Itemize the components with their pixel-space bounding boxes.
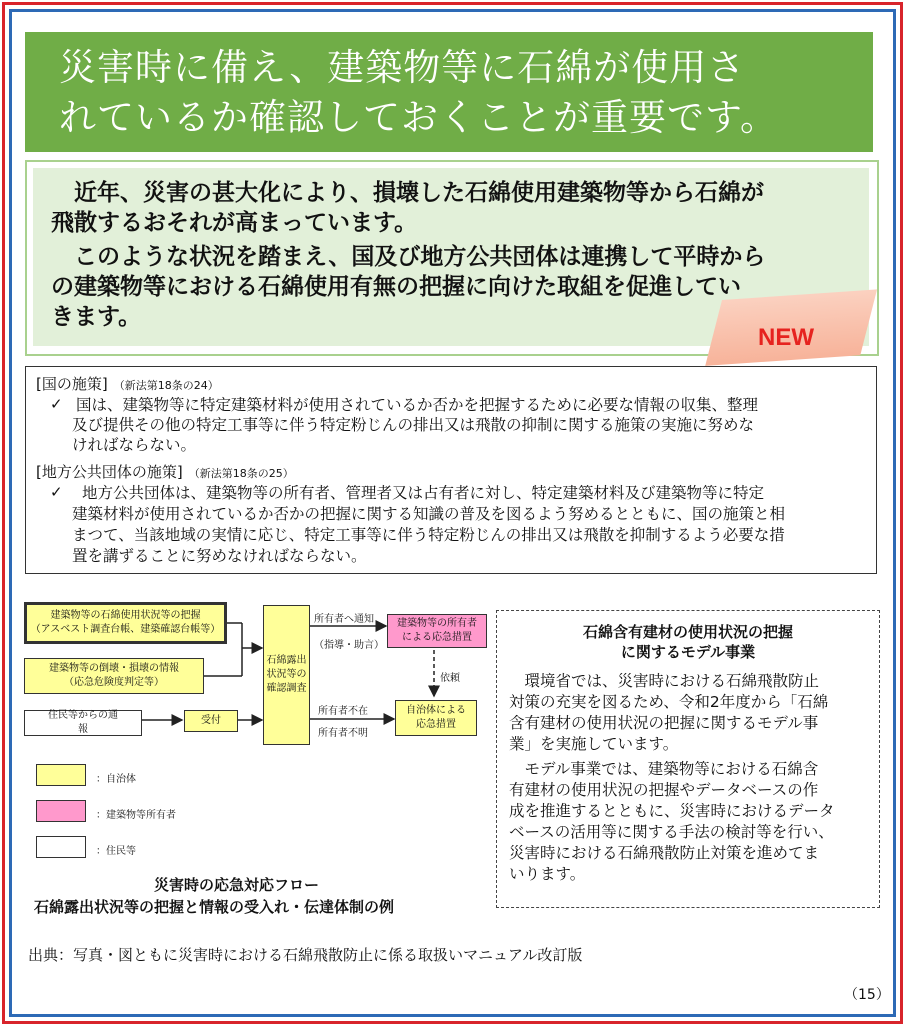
model-title-2: に関するモデル事業	[620, 643, 756, 661]
legend-label-resident: ：住民等	[96, 846, 136, 857]
flow-box-text: 確認調査	[266, 683, 307, 694]
flow-box-exposure-survey	[263, 605, 310, 745]
intro-line: きます。	[51, 304, 142, 330]
national-article-ref: （新法第18条の24）	[113, 379, 219, 392]
flow-box-owner-measures	[387, 614, 487, 648]
model-text-line: いります。	[509, 865, 586, 883]
local-text-line: まつて、当該地域の実情に応じ、特定工事等に伴う特定粉じんの排出又は飛散を抑制するよう必要な措	[72, 526, 785, 544]
flow-box-asbestos-survey	[24, 602, 227, 644]
national-heading-text: [国の施策]	[36, 375, 108, 393]
intro-line: 近年、災害の甚大化により、損壊した石綿使用建築物等から石綿が	[51, 180, 764, 206]
legend-label-local: ：自治体	[96, 774, 136, 785]
flow-caption-1: 災害時の応急対応フロー	[154, 876, 320, 894]
label-guidance: （指導・助言）	[314, 640, 384, 651]
flow-box-text: 状況等の	[266, 669, 307, 680]
model-text-line: 有建材の使用状況の把握やデータベースの作	[509, 781, 819, 799]
flow-box-local-measures	[395, 700, 477, 736]
intro-line: 飛散するおそれが高まっています。	[51, 210, 418, 236]
legend-label-owner: ：建築物等所有者	[96, 810, 176, 821]
model-text-line: モデル事業では、建築物等における石綿含	[509, 760, 819, 778]
intro-line: このような状況を踏まえ、国及び地方公共団体は連携して平時から	[51, 244, 766, 270]
legend-swatch-local	[36, 764, 86, 786]
check-icon: ✓	[50, 395, 63, 413]
flow-box-resident-report	[24, 710, 142, 736]
national-policy-heading	[36, 373, 219, 394]
model-text-line: ベースの活用等に関する手法の検討等を行い、	[509, 823, 834, 841]
emergency-flow-diagram	[22, 598, 492, 918]
check-icon: ✓	[50, 483, 63, 501]
model-text-line: 成を推進するとともに、災害時におけるデータ	[509, 802, 835, 820]
label-owner-absent: 所有者不在	[318, 706, 368, 717]
flow-box-text: 建築物等の所有者	[397, 618, 477, 629]
flow-box-text: 応急措置	[416, 719, 456, 730]
local-text-line: 建築材料が使用されているか否かの把握に関する知識の普及を図るよう努めるとともに、国の施策と相	[72, 505, 786, 523]
label-notify-owner: 所有者へ通知	[314, 614, 374, 625]
flow-box-receive	[184, 710, 238, 732]
flow-box-text: 建築物等の倒壊・損壊の情報	[49, 663, 179, 674]
model-text-line: 業」を実施しています。	[509, 735, 679, 753]
title-line-1: 災害時に備え、建築物等に石綿が使用さ	[59, 46, 746, 89]
legend-swatch-owner	[36, 800, 86, 822]
national-text-line: 国は、建築物等に特定建築材料が使用されているか否かを把握するために必要な情報の収集、整理	[76, 396, 759, 414]
model-text-line: 対策の充実を図るため、令和2年度から「石綿	[509, 693, 829, 711]
local-text-line: 置を講ずることに努めなければならない。	[72, 547, 367, 565]
model-text-line: 災害時における石綿飛散防止対策を進めてま	[509, 844, 820, 862]
flow-box-text: 石綿露出	[266, 655, 307, 666]
flow-box-text: による応急措置	[402, 632, 472, 643]
national-text-line: ければならない。	[72, 436, 197, 454]
label-request: 依頼	[440, 673, 460, 684]
page-number: （15）	[844, 987, 890, 1003]
national-text-line: 及び提供その他の特定工事等に伴う特定粉じんの排出又は飛散の抑制に関する施策の実施に努めな	[72, 416, 755, 434]
legend-swatch-resident	[36, 836, 86, 858]
flow-box-text: 住民等からの通	[48, 710, 118, 721]
model-title-1: 石綿含有建材の使用状況の把握	[582, 623, 793, 641]
flow-box-text: 自治体による	[406, 705, 466, 716]
flow-box-text: 受付	[201, 715, 221, 726]
flow-box-text: 建築物等の石綿使用状況等の把握	[50, 610, 201, 621]
label-owner-unknown: 所有者不明	[318, 728, 368, 739]
model-project-box	[496, 610, 880, 908]
local-text-line: 地方公共団体は、建築物等の所有者、管理者又は占有者に対し、特定建築材料及び建築物等に特定	[82, 484, 765, 502]
law-box	[25, 366, 877, 574]
flow-caption-2: 石綿露出状況等の把握と情報の受入れ・伝達体制の例	[34, 898, 395, 916]
model-text-line: 含有建材の使用状況の把握に関するモデル事	[509, 714, 819, 732]
flow-box-text: （応急危険度判定等）	[64, 677, 164, 688]
flow-box-text: （アスベスト調査台帳、建築確認台帳等）	[30, 624, 221, 635]
local-heading-text: [地方公共団体の施策]	[36, 463, 183, 481]
source-citation: 出典：写真・図ともに災害時における石綿飛散防止に係る取扱いマニュアル改訂版	[28, 946, 583, 964]
model-text-line: 環境省では、災害時における石綿飛散防止	[509, 672, 820, 690]
title-line-2: れているか確認しておくことが重要です。	[59, 96, 779, 139]
new-label: NEW	[758, 324, 814, 351]
title-banner	[25, 32, 873, 152]
flow-box-text: 報	[78, 724, 88, 735]
intro-line: の建築物等における石綿使用有無の把握に向けた取組を促進してい	[51, 274, 741, 300]
flow-box-collapse-info	[24, 658, 204, 694]
new-badge	[722, 300, 874, 370]
local-policy-heading	[36, 461, 294, 482]
local-article-ref: （新法第18条の25）	[188, 467, 294, 480]
